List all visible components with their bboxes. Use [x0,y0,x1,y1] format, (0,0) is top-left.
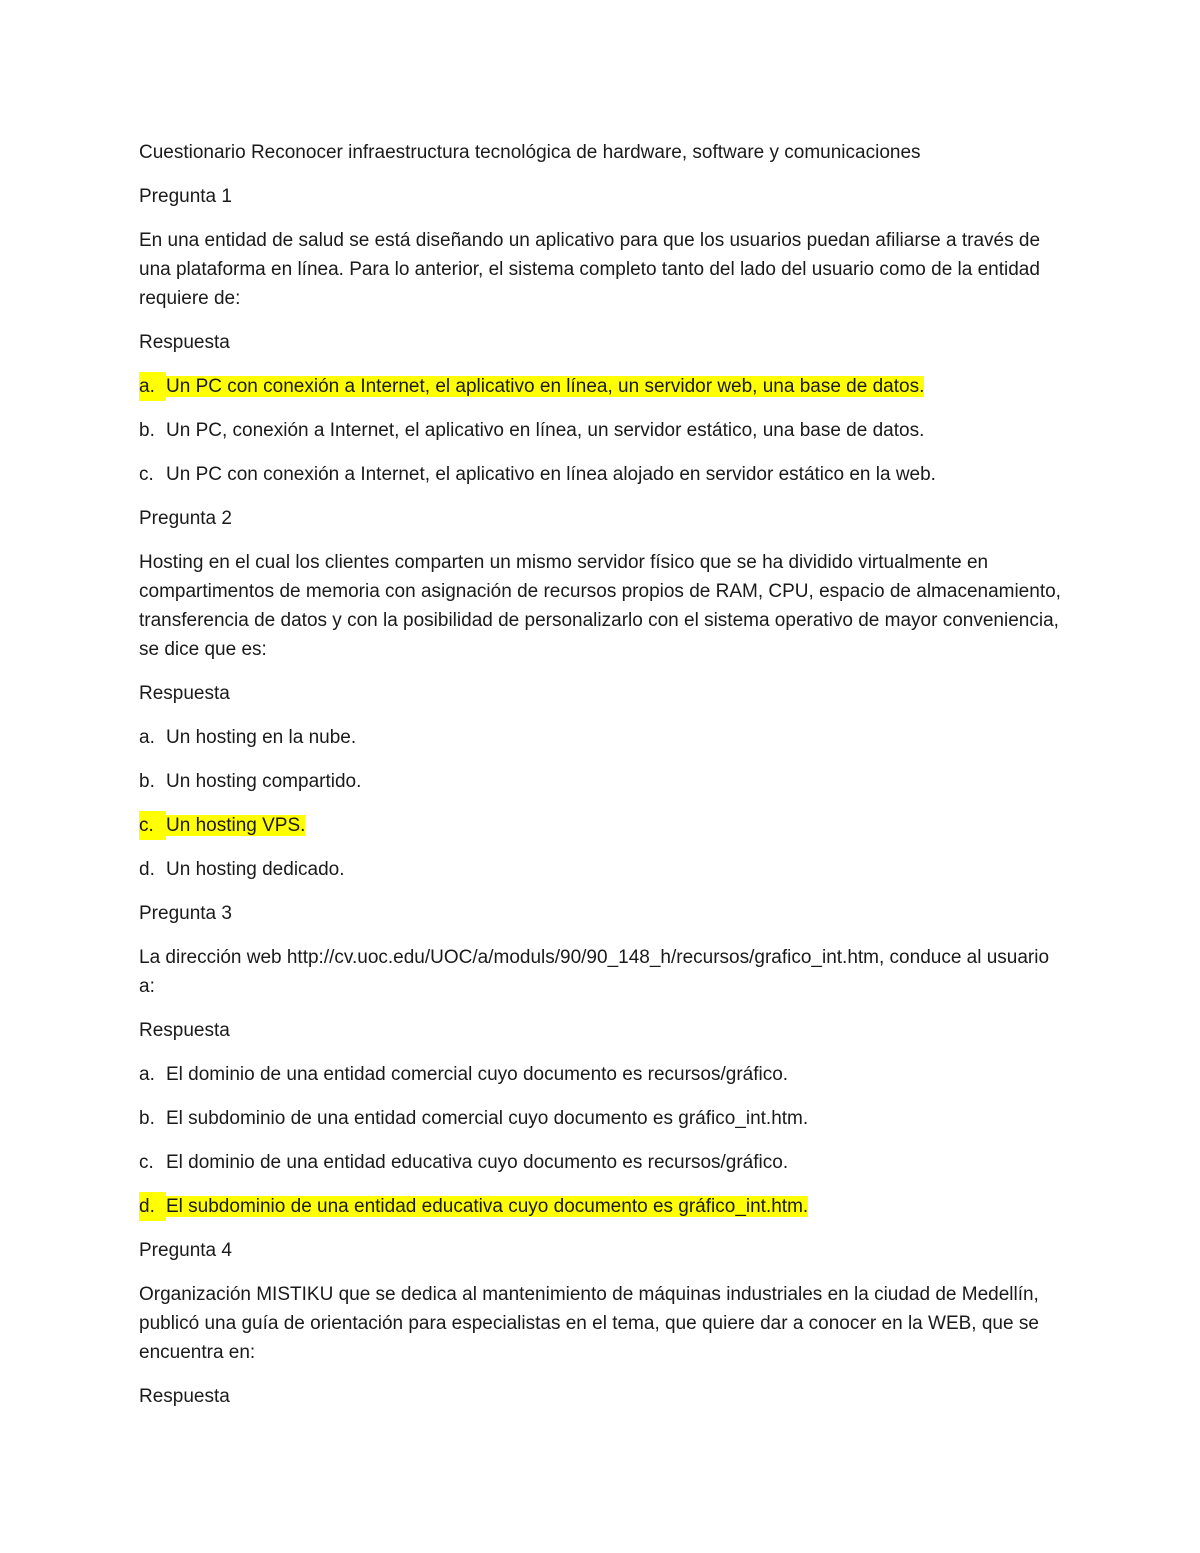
question-text: En una entidad de salud se está diseñando un aplicativo para que los usuarios puedan afiliarse a través de una plataforma en línea. Para lo anterior, el sistema completo tanto del lado del usuario como de la entidad requiere de: [139,230,1041,309]
answer-option [139,460,1069,489]
answer-option [139,1060,1069,1089]
option-text: Un hosting VPS. [166,815,306,836]
question-heading: Pregunta 1 [139,186,232,207]
option-letter: d. [139,859,155,880]
question-text: Hosting en el cual los clientes comparten un mismo servidor físico que se ha dividido virtualmente en compartimentos de memoria con asignación de recursos propios de RAM, CPU, espacio de almacenamiento, transferencia de datos y con la posibilidad de personalizarlo con el sistema operativo de mayor conveniencia, se dice que es: [139,552,1061,660]
question-heading: Pregunta 2 [139,508,232,529]
highlighted-answer [139,376,924,397]
option-letter: a. [139,372,166,401]
response-label: Respuesta [139,683,230,704]
option-text: El dominio de una entidad comercial cuyo documento es recursos/gráfico. [166,1064,789,1085]
option-letter: a. [139,727,155,748]
option-letter: c. [139,811,166,840]
highlighted-answer [139,815,305,836]
option-letter: c. [139,1152,154,1173]
question-heading: Pregunta 3 [139,903,232,924]
document-title: Cuestionario Reconocer infraestructura tecnológica de hardware, software y comunicaciones [139,142,921,163]
option-letter: c. [139,464,154,485]
answer-option [139,767,1069,796]
answer-option [139,811,1069,840]
response-label: Respuesta [139,1020,230,1041]
answer-option [139,1104,1069,1133]
answer-option [139,416,1069,445]
answer-option [139,723,1069,752]
option-text: Un PC con conexión a Internet, el aplicativo en línea, un servidor web, una base de datos. [166,376,925,397]
option-text: Un PC con conexión a Internet, el aplicativo en línea alojado en servidor estático en la web. [166,464,936,485]
option-letter: b. [139,1108,155,1129]
question-1 [139,182,1069,489]
answer-option [139,1192,1069,1221]
option-text: Un hosting compartido. [166,771,362,792]
question-3 [139,899,1069,1221]
option-text: Un hosting dedicado. [166,859,345,880]
question-4 [139,1236,1069,1411]
option-letter: b. [139,420,155,441]
option-text: El subdominio de una entidad educativa cuyo documento es gráfico_int.htm. [166,1196,809,1217]
option-letter: b. [139,771,155,792]
option-text: El dominio de una entidad educativa cuyo documento es recursos/gráfico. [166,1152,789,1173]
option-text: Un PC, conexión a Internet, el aplicativo en línea, un servidor estático, una base de datos. [166,420,925,441]
answer-option [139,855,1069,884]
response-label: Respuesta [139,332,230,353]
response-label: Respuesta [139,1386,230,1407]
option-text: Un hosting en la nube. [166,727,357,748]
question-text: Organización MISTIKU que se dedica al mantenimiento de máquinas industriales en la ciudad de Medellín, publicó una guía de orientación para especialistas en el tema, que quiere dar a conocer en la WEB, que se encuentra en: [139,1284,1039,1363]
question-text: La dirección web http://cv.uoc.edu/UOC/a/moduls/90/90_148_h/recursos/grafico_int.htm, conduce al usuario a: [139,947,1050,997]
question-2 [139,504,1069,884]
answer-option [139,372,1069,401]
question-heading: Pregunta 4 [139,1240,232,1261]
highlighted-answer [139,1196,808,1217]
answer-option [139,1148,1069,1177]
option-letter: a. [139,1064,155,1085]
option-letter: d. [139,1192,166,1221]
document-body [139,138,1069,1426]
option-text: El subdominio de una entidad comercial cuyo documento es gráfico_int.htm. [166,1108,809,1129]
